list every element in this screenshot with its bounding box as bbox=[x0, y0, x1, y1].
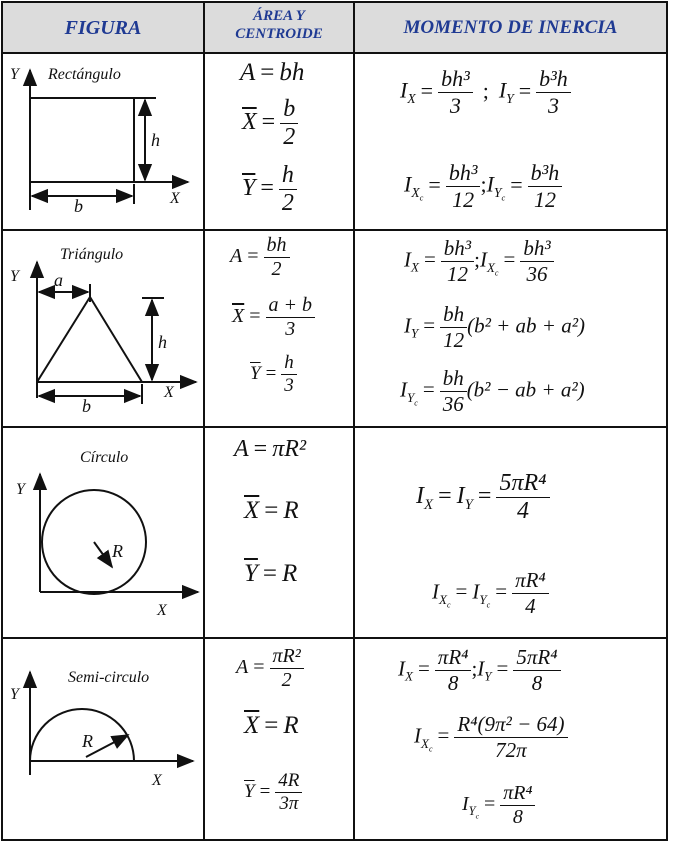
label-circulo: Círculo bbox=[80, 449, 129, 466]
ixc-num: bh³ bbox=[446, 160, 481, 187]
iy-den: 3 bbox=[547, 93, 559, 118]
ix-num: πR⁴ bbox=[435, 645, 472, 671]
header-momento: MOMENTO DE INERCIA bbox=[403, 17, 618, 38]
iy-paren: (b² + ab + a²) bbox=[467, 313, 586, 338]
iyc-den: 12 bbox=[533, 187, 556, 212]
area-num: πR² bbox=[270, 645, 304, 669]
ix-den: 3 bbox=[449, 93, 461, 118]
centroid-y-den: 2 bbox=[281, 190, 294, 216]
area-rectangle: A = bh bbox=[240, 59, 305, 86]
ixy-den: 4 bbox=[516, 498, 529, 524]
inertia-circle-ix-iy: $I_X = I_Y$ = $\frac{\text{5πR⁴}}{4}$ bbox=[416, 470, 550, 525]
inertia-semi-ix-iy: $I_X$ = $\frac{\text{πR⁴}}{8}$ $;I_Y$ = $\frac{\text{5πR⁴}}{8}$ bbox=[398, 645, 561, 696]
axis-y-label: Y bbox=[10, 66, 19, 83]
centroid-y-rectangle: $\overline{Y}$ = $\frac{h}{2}$ bbox=[242, 162, 297, 217]
header-area-line2: CENTROIDE bbox=[235, 26, 323, 42]
label-triangulo: Triángulo bbox=[60, 246, 124, 263]
iyc-num: b³h bbox=[528, 160, 563, 187]
iy-den: 12 bbox=[443, 328, 465, 352]
inertia-circle-ixc-iyc: $I_{X_c}= I_{Y_c}=$ $\frac{\text{πR⁴}}{4}$ bbox=[432, 568, 549, 619]
area-den: 2 bbox=[281, 669, 292, 691]
inertia-semi-ixc: $I_{X_c}=$ $\frac{\text{R⁴(9π² − 64)}}{72\pi}$ bbox=[414, 712, 568, 763]
centroid-y-circle: $\overline{Y} = R$ bbox=[244, 560, 298, 587]
centroid-x-den: 2 bbox=[283, 124, 296, 150]
label-rectangulo: Rectángulo bbox=[48, 66, 121, 83]
centroid-y-den: 3 bbox=[284, 375, 294, 396]
dim-a: a bbox=[54, 270, 63, 290]
iy-num: b³h bbox=[536, 66, 571, 93]
inertia-tri-iy: $I_Y$ = $\frac{bh}{12}$ (b² + ab + a²) bbox=[404, 302, 586, 352]
area-num: bh bbox=[264, 234, 290, 258]
ixy-num: 5πR⁴ bbox=[496, 470, 549, 498]
centroid-y-num: 4R bbox=[275, 770, 302, 793]
iy-den: 8 bbox=[531, 671, 543, 695]
area-circle: A = πR² bbox=[234, 436, 307, 462]
axis-y-label: Y bbox=[10, 686, 19, 703]
ixyc-num: πR⁴ bbox=[512, 568, 549, 594]
area-symbol: A bbox=[240, 59, 256, 86]
dim-b: b bbox=[82, 396, 91, 416]
centroid-x-value: R bbox=[283, 497, 299, 524]
radius-arrow bbox=[94, 542, 112, 567]
triangle-shape bbox=[37, 297, 142, 382]
centroid-y-value: R bbox=[282, 560, 298, 587]
ix-den: 8 bbox=[447, 671, 459, 695]
rectangle-shape bbox=[30, 98, 134, 182]
iyc-paren: (b² − ab + a²) bbox=[466, 377, 585, 402]
centroid-y-semicircle: $\overline{Y}$ = $\frac{4R}{3\pi}$ bbox=[244, 770, 302, 815]
dim-r: R bbox=[112, 541, 123, 561]
inertia-tri-ix-ixc: $I_X$ = $\frac{\text{bh³}}{12}$ $;I_{X_c}=$ $\frac{\text{bh³}}{36}$ bbox=[404, 236, 554, 287]
inertia-semi-iyc: $I_{Y_c}=$ $\frac{\text{πR⁴}}{8}$ bbox=[462, 782, 535, 829]
circle-figure bbox=[40, 474, 198, 594]
area-den: 2 bbox=[271, 258, 282, 280]
ix-den: 12 bbox=[446, 262, 468, 286]
centroid-x-semicircle: $\overline{X} = R$ bbox=[244, 712, 299, 739]
ixc-num: R⁴(9π² − 64) bbox=[454, 712, 567, 738]
inertia-tri-iyc: $I_{Y_c}=$ $\frac{bh}{36}$ (b² − ab + a²) bbox=[400, 366, 585, 416]
ixyc-den: 4 bbox=[525, 594, 536, 618]
area-triangle: A = $\frac{bh}{2}$ bbox=[230, 234, 290, 281]
header-figura: FIGURA bbox=[64, 17, 142, 39]
ix-num: bh³ bbox=[441, 236, 474, 262]
axis-x-label: X bbox=[157, 602, 167, 619]
axis-x-label: X bbox=[164, 384, 174, 401]
centroid-x-den: 3 bbox=[285, 318, 296, 340]
area-semicircle: A = $\frac{\text{πR²}}{2}$ bbox=[236, 645, 304, 692]
centroid-y-num: h bbox=[279, 162, 297, 190]
label-semicirculo: Semi-circulo bbox=[68, 669, 150, 686]
ixc-den: 12 bbox=[452, 187, 475, 212]
centroid-y-den: 3π bbox=[279, 793, 299, 814]
centroid-x-rectangle: $\overline{X}$ = $\frac{b}{2}$ bbox=[242, 96, 298, 151]
axis-x-label: X bbox=[152, 772, 162, 789]
ix-num: bh³ bbox=[438, 66, 473, 93]
area-value: bh bbox=[279, 59, 305, 86]
iyc-den: 36 bbox=[442, 392, 464, 416]
centroid-y-num: h bbox=[281, 352, 297, 375]
centroid-y-triangle: $\overline{Y}$ = $\frac{h}{3}$ bbox=[250, 352, 297, 397]
ixc-den: 72π bbox=[495, 738, 527, 762]
ixc-num: bh³ bbox=[520, 236, 553, 262]
centroid-x-triangle: $\overline{X}$ = $\frac{a + b}{3}$ bbox=[232, 294, 315, 341]
dim-h: h bbox=[151, 130, 160, 150]
iyc-num: πR⁴ bbox=[500, 782, 535, 806]
dim-b: b bbox=[74, 196, 83, 216]
header-area-line1: ÁREA Y bbox=[253, 8, 305, 24]
centroid-x-circle: $\overline{X} = R$ bbox=[244, 497, 299, 524]
centroid-x-value: R bbox=[283, 712, 299, 739]
axis-y-label: Y bbox=[16, 481, 25, 498]
semicircle-figure bbox=[30, 672, 193, 775]
iy-num: bh bbox=[440, 302, 467, 328]
centroid-x-num: b bbox=[280, 96, 298, 124]
dim-h: h bbox=[158, 332, 167, 352]
axis-y-label: Y bbox=[10, 268, 19, 285]
iy-num: 5πR⁴ bbox=[513, 645, 560, 671]
iyc-num: bh bbox=[440, 366, 467, 392]
iyc-den: 8 bbox=[512, 806, 523, 828]
dim-r: R bbox=[82, 731, 93, 751]
inertia-rect-ix-iy: $I_X$ = $\frac{\text{bh³}}{3}$ ; $I_Y$ = $\frac{\text{b³h}}{3}$ bbox=[400, 66, 571, 119]
ixc-den: 36 bbox=[526, 262, 548, 286]
area-value: πR² bbox=[272, 436, 307, 462]
centroid-x-num: a + b bbox=[266, 294, 316, 318]
rectangle-figure bbox=[30, 70, 188, 210]
inertia-rect-ixc-iyc: $I_{X_c}=$ $\frac{\text{bh³}}{12}$ $;I_{Y_c}=$ $\frac{\text{b³h}}{12}$ bbox=[404, 160, 562, 213]
axis-x-label: X bbox=[170, 190, 180, 207]
